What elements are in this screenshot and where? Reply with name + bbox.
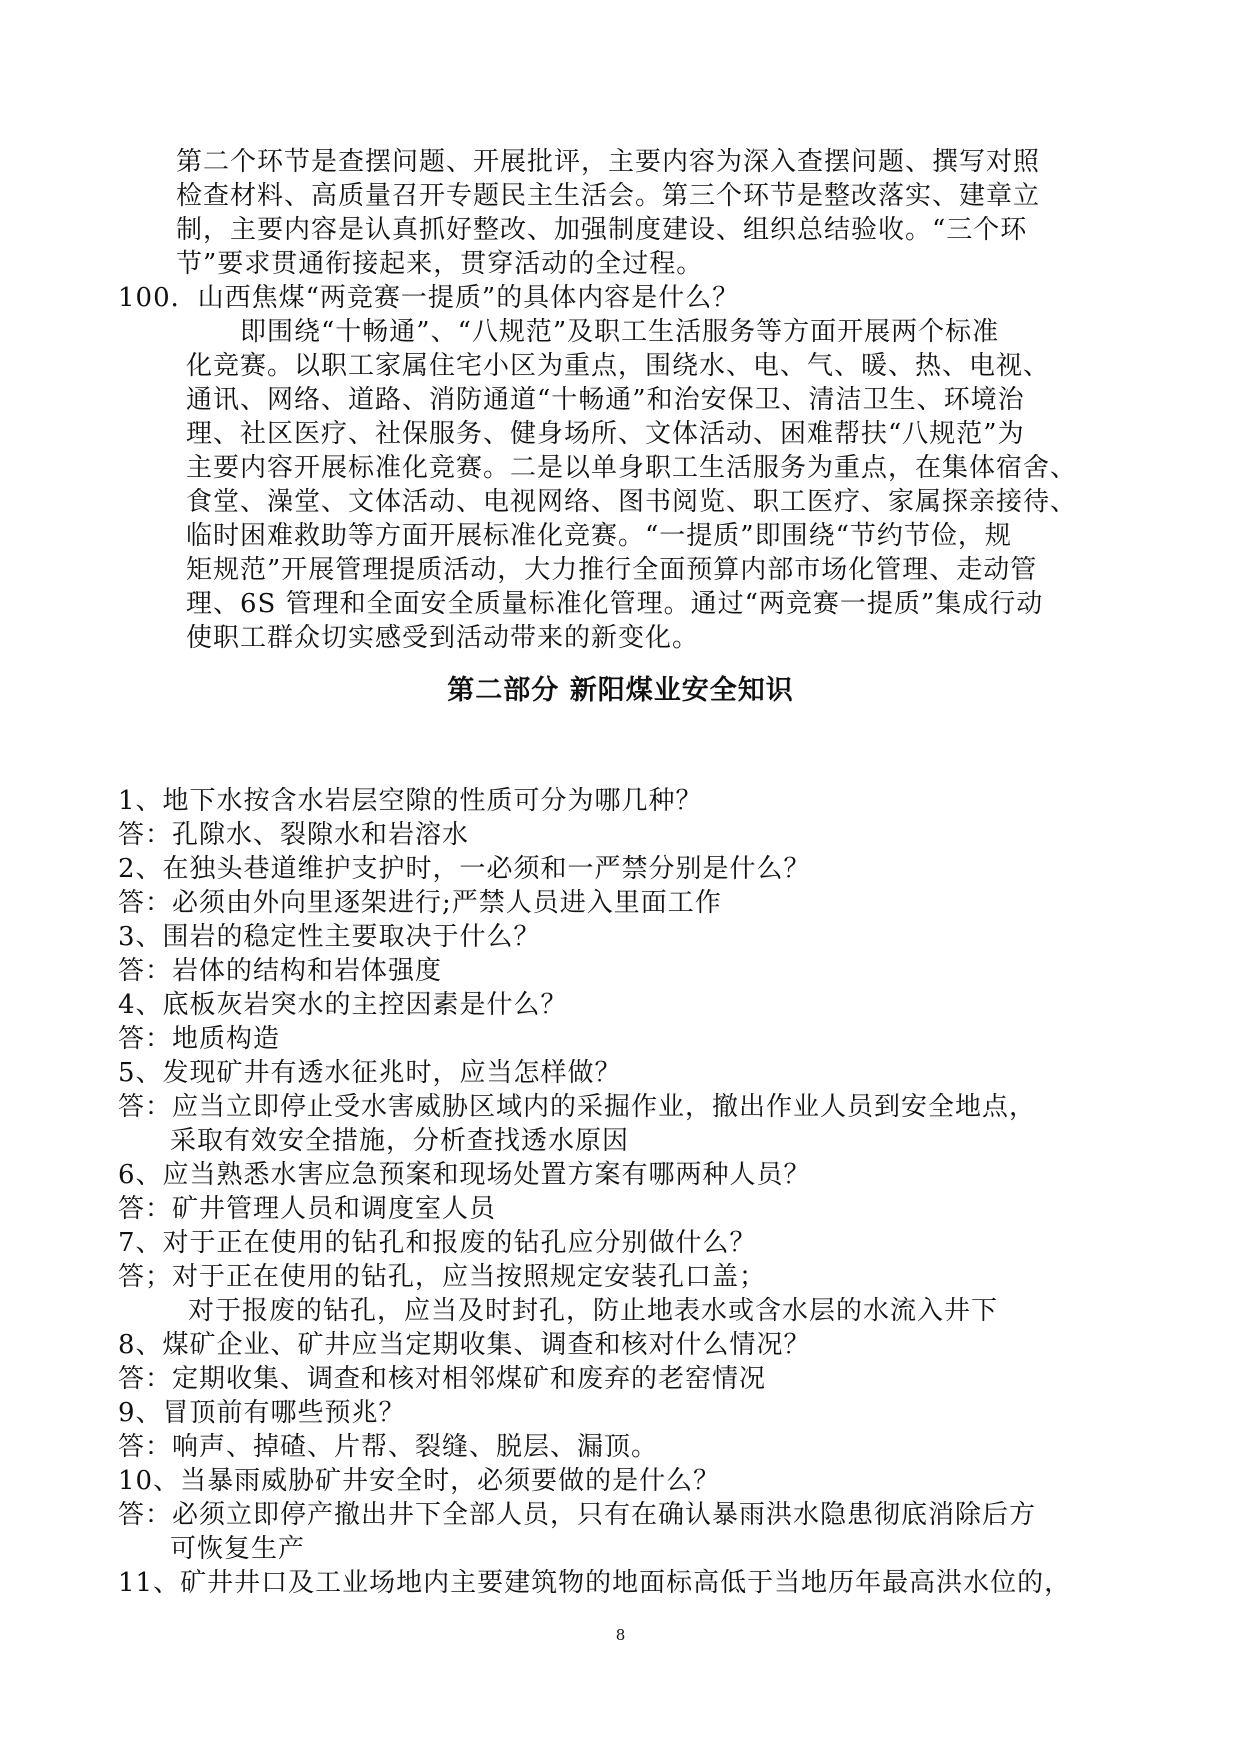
answer-100-line: 矩规范”开展管理提质活动，大力推行全面预算内部市场化管理、走动管	[186, 555, 1038, 585]
intro-line: 制，主要内容是认真抓好整改、加强制度建设、组织总结验收。“三个环	[176, 215, 1028, 245]
qa-question: 11、矿井井口及工业场地内主要建筑物的地面标高低于当地历年最高洪水位的，	[118, 1568, 1072, 1598]
qa-question: 2、在独头巷道维护支护时，一必须和一严禁分别是什么？	[118, 854, 811, 884]
qa-answer-continuation: 采取有效安全措施，分析查找透水原因	[170, 1126, 630, 1156]
qa-question: 7、对于正在使用的钻孔和报废的钻孔应分别做什么？	[118, 1228, 757, 1258]
qa-answer: 答；对于正在使用的钻孔，应当按照规定安装孔口盖；	[118, 1262, 767, 1292]
qa-answer-continuation: 可恢复生产	[170, 1534, 306, 1564]
qa-question: 1、地下水按含水岩层空隙的性质可分为哪几种？	[118, 786, 703, 816]
section-heading: 第二部分 新阳煤业安全知识	[447, 675, 794, 706]
intro-line: 检查材料、高质量召开专题民主生活会。第三个环节是整改落实、建章立	[176, 181, 1041, 211]
answer-100-line: 即围绕“十畅通”、“八规范”及职工生活服务等方面开展两个标准	[240, 317, 1000, 347]
qa-answer: 答：必须立即停产撤出井下全部人员，只有在确认暴雨洪水隐患彻底消除后方	[118, 1500, 1037, 1530]
answer-100-line: 理、社区医疗、社保服务、健身场所、文体活动、困难帮扶“八规范”为	[186, 419, 1025, 449]
intro-line: 节”要求贯通衔接起来，贯穿活动的全过程。	[176, 249, 704, 279]
page-number: 8	[615, 1626, 626, 1644]
qa-question: 9、冒顶前有哪些预兆？	[118, 1398, 406, 1428]
qa-question: 4、底板灰岩突水的主控因素是什么？	[118, 990, 568, 1020]
qa-question: 5、发现矿井有透水征兆时，应当怎样做？	[118, 1058, 622, 1088]
qa-answer: 答：定期收集、调查和核对相邻煤矿和废弃的老窑情况	[118, 1364, 767, 1394]
qa-answer: 答：矿井管理人员和调度室人员	[118, 1194, 497, 1224]
qa-answer: 答：响声、掉碴、片帮、裂缝、脱层、漏顶。	[118, 1432, 659, 1462]
answer-100-line: 理、6S 管理和全面安全质量标准化管理。通过“两竞赛一提质”集成行动	[186, 589, 1044, 619]
qa-question: 10、当暴雨威胁矿井安全时，必须要做的是什么？	[118, 1466, 721, 1496]
qa-answer: 答：孔隙水、裂隙水和岩溶水	[118, 820, 470, 850]
qa-question: 8、煤矿企业、矿井应当定期收集、调查和核对什么情况？	[118, 1330, 811, 1360]
qa-answer: 答：必须由外向里逐架进行;严禁人员进入里面工作	[118, 888, 722, 918]
answer-100-line: 使职工群众切实感受到活动带来的新变化。	[186, 623, 700, 653]
answer-100-line: 临时困难救助等方面开展标准化竞赛。“一提质”即围绕“节约节俭，规	[186, 521, 1012, 551]
answer-100-line: 主要内容开展标准化竞赛。二是以单身职工生活服务为重点，在集体宿舍、	[186, 453, 1078, 483]
qa-question: 3、围岩的稳定性主要取决于什么？	[118, 922, 541, 952]
qa-answer: 答：岩体的结构和岩体强度	[118, 956, 443, 986]
intro-line: 第二个环节是查摆问题、开展批评，主要内容为深入查摆问题、撰写对照	[176, 147, 1041, 177]
question-100: 100．山西焦煤“两竞赛一提质”的具体内容是什么？	[118, 283, 740, 313]
answer-100-line: 通讯、网络、道路、消防通道“十畅通”和治安保卫、清洁卫生、环境治	[186, 385, 1025, 415]
qa-answer: 答：应当立即停止受水害威胁区域内的采掘作业，撤出作业人员到安全地点，	[118, 1092, 1037, 1122]
qa-answer: 答：地质构造	[118, 1024, 281, 1054]
answer-100-line: 食堂、澡堂、文体活动、电视网络、图书阅览、职工医疗、家属探亲接待、	[186, 487, 1078, 517]
qa-answer-continuation: 对于报废的钻孔，应当及时封孔，防止地表水或含水层的水流入井下	[188, 1296, 999, 1326]
answer-100-line: 化竞赛。以职工家属住宅小区为重点，围绕水、电、气、暖、热、电视、	[186, 351, 1051, 381]
qa-question: 6、应当熟悉水害应急预案和现场处置方案有哪两种人员？	[118, 1160, 811, 1190]
